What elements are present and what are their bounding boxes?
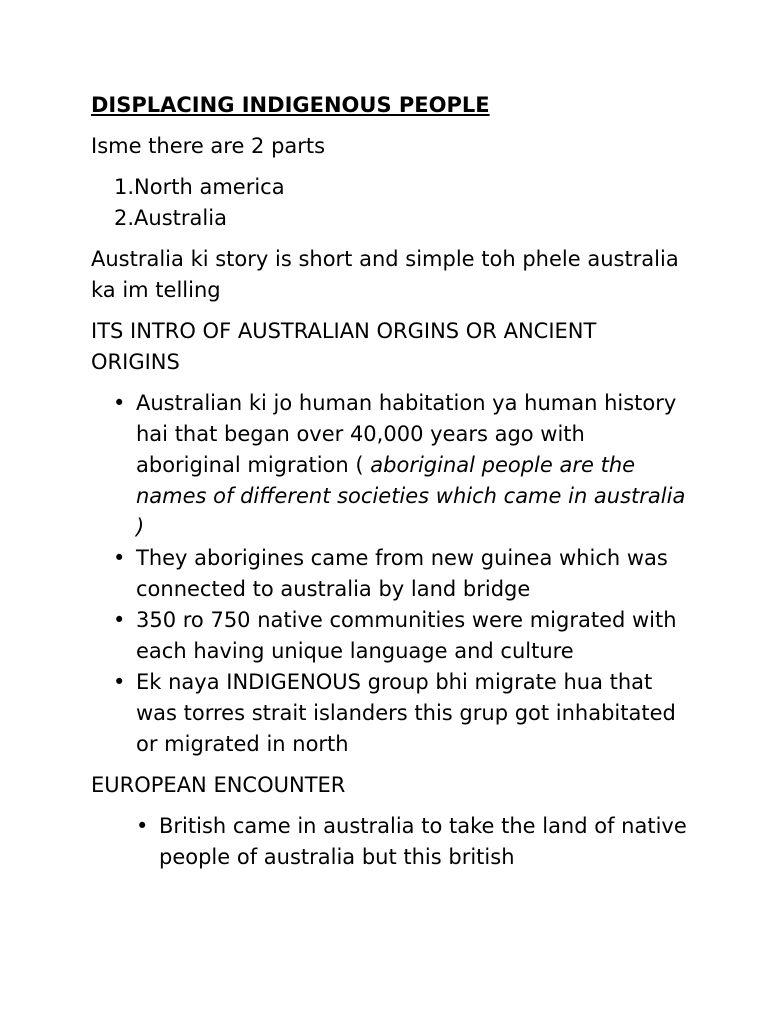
bullet-text: 350 ro 750 native communities were migrated with each having unique language and culture xyxy=(136,608,677,663)
bullet-icon: • xyxy=(113,608,126,632)
intro-text: Isme there are 2 parts xyxy=(91,134,326,158)
bullet-icon: • xyxy=(113,391,126,415)
bullet-text: British came in australia to take the land of native people of australia but this british xyxy=(159,814,687,869)
bullet-text: They aborigines came from new guinea which was connected to australia by land bridge xyxy=(136,546,668,601)
bullet-text: Ek naya INDIGENOUS group bhi migrate hua that was torres strait islanders this grup got inhabitated or migrated in north xyxy=(136,670,676,756)
document-body xyxy=(91,90,691,883)
list-item xyxy=(114,203,691,234)
bullet-icon: • xyxy=(113,546,126,570)
list-item-label: North america xyxy=(134,175,285,199)
european-bullet-list xyxy=(91,811,691,873)
section-heading-european: EUROPEAN ENCOUNTER xyxy=(91,773,346,797)
origins-bullet-list xyxy=(91,388,691,760)
list-item xyxy=(91,605,691,667)
page-title: DISPLACING INDIGENOUS PEOPLE xyxy=(91,93,490,117)
list-item xyxy=(91,388,691,543)
list-item-label: Australia xyxy=(134,206,227,230)
list-item xyxy=(91,543,691,605)
parts-list xyxy=(91,172,691,234)
list-number: 1. xyxy=(114,175,135,199)
bullet-icon: • xyxy=(113,670,126,694)
bullet-icon: • xyxy=(136,814,149,838)
list-item xyxy=(114,172,691,203)
list-item xyxy=(91,811,691,873)
section-heading-origins: ITS INTRO OF AUSTRALIAN ORGINS OR ANCIENT ORIGINS xyxy=(91,319,597,374)
list-number: 2. xyxy=(114,206,135,230)
australia-paragraph: Australia ki story is short and simple toh phele australia ka im telling xyxy=(91,247,679,302)
list-item xyxy=(91,667,691,760)
bullet-text: Australian ki jo human habitation ya human history hai that began over 40,000 years ago with aboriginal migration ( xyxy=(136,391,677,477)
bullet-text-italic: aboriginal people are the names of different societies which came in australia ) xyxy=(136,453,686,539)
